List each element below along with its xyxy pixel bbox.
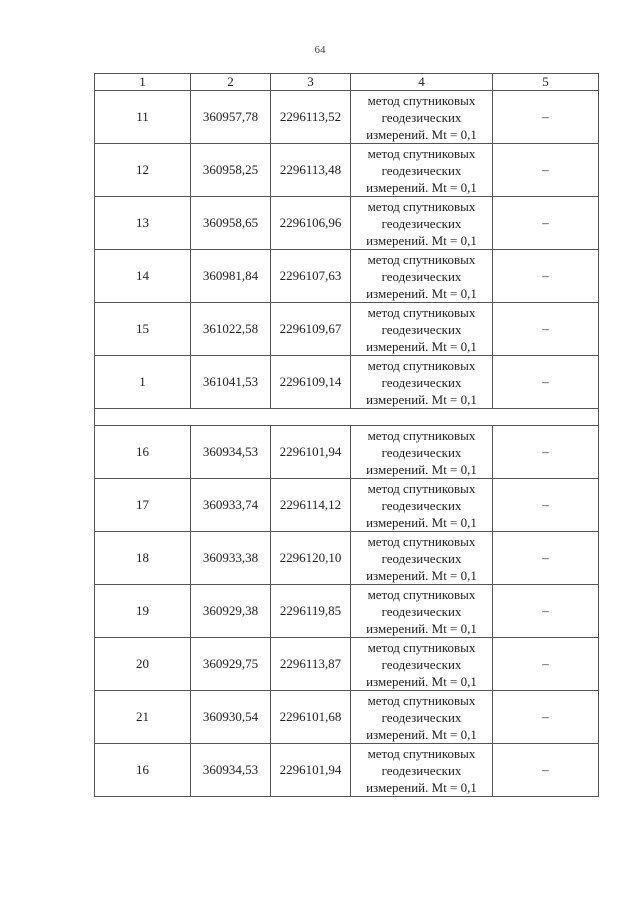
method-line: измерений. Mt = 0,1 — [366, 232, 477, 248]
method-cell — [351, 744, 493, 797]
method-line: метод спутниковых — [367, 480, 476, 496]
x-coordinate-cell: 360934,53 — [191, 426, 271, 479]
x-coordinate-cell: 360957,78 — [191, 91, 271, 144]
x-coordinate-cell: 360934,53 — [191, 744, 271, 797]
page-number: 64 — [314, 44, 326, 56]
point-cell: 15 — [95, 303, 191, 356]
point-cell: 11 — [95, 91, 191, 144]
method-line: метод спутниковых — [367, 533, 476, 549]
y-coordinate-cell: 2296119,85 — [271, 585, 351, 638]
method-line: измерений. Mt = 0,1 — [366, 567, 477, 583]
table-row — [95, 744, 599, 797]
separator-row — [95, 409, 599, 426]
method-line: геодезических — [381, 162, 462, 178]
table-row — [95, 479, 599, 532]
point-cell: 13 — [95, 197, 191, 250]
method-line: измерений. Mt = 0,1 — [366, 461, 477, 477]
method-line: геодезических — [381, 762, 462, 778]
method-line: геодезических — [381, 215, 462, 231]
method-line: геодезических — [381, 656, 462, 672]
method-cell — [351, 303, 493, 356]
col5-cell: – — [493, 691, 599, 744]
table-row — [95, 91, 599, 144]
method-line: метод спутниковых — [367, 198, 476, 214]
col5-cell: – — [493, 197, 599, 250]
x-coordinate-cell: 360981,84 — [191, 250, 271, 303]
header-col-2: 2 — [191, 74, 271, 91]
y-coordinate-cell: 2296109,67 — [271, 303, 351, 356]
point-cell: 21 — [95, 691, 191, 744]
table-row — [95, 356, 599, 409]
col5-cell: – — [493, 303, 599, 356]
method-cell — [351, 144, 493, 197]
point-cell: 12 — [95, 144, 191, 197]
table-row — [95, 532, 599, 585]
header-col-4: 4 — [351, 74, 493, 91]
method-line: метод спутниковых — [367, 427, 476, 443]
y-coordinate-cell: 2296106,96 — [271, 197, 351, 250]
method-line: метод спутниковых — [367, 251, 476, 267]
y-coordinate-cell: 2296113,48 — [271, 144, 351, 197]
header-col-5: 5 — [493, 74, 599, 91]
table-row — [95, 250, 599, 303]
x-coordinate-cell: 360929,75 — [191, 638, 271, 691]
method-line: метод спутниковых — [367, 692, 476, 708]
point-cell: 16 — [95, 744, 191, 797]
y-coordinate-cell: 2296113,52 — [271, 91, 351, 144]
method-cell — [351, 250, 493, 303]
col5-cell: – — [493, 479, 599, 532]
x-coordinate-cell: 360929,38 — [191, 585, 271, 638]
x-coordinate-cell: 360933,38 — [191, 532, 271, 585]
method-cell — [351, 356, 493, 409]
y-coordinate-cell: 2296120,10 — [271, 532, 351, 585]
method-line: геодезических — [381, 497, 462, 513]
col5-cell: – — [493, 250, 599, 303]
x-coordinate-cell: 360958,65 — [191, 197, 271, 250]
table-row — [95, 585, 599, 638]
y-coordinate-cell: 2296109,14 — [271, 356, 351, 409]
col5-cell: – — [493, 638, 599, 691]
header-row — [95, 74, 599, 91]
table-row — [95, 144, 599, 197]
method-line: метод спутниковых — [367, 145, 476, 161]
method-cell — [351, 585, 493, 638]
method-line: геодезических — [381, 709, 462, 725]
y-coordinate-cell: 2296101,94 — [271, 426, 351, 479]
table-row — [95, 691, 599, 744]
method-line: геодезических — [381, 603, 462, 619]
coordinates-table — [94, 73, 599, 797]
y-coordinate-cell: 2296101,94 — [271, 744, 351, 797]
col5-cell: – — [493, 585, 599, 638]
header-col-1: 1 — [95, 74, 191, 91]
x-coordinate-cell: 361041,53 — [191, 356, 271, 409]
method-cell — [351, 197, 493, 250]
method-line: метод спутниковых — [367, 304, 476, 320]
col5-cell: – — [493, 91, 599, 144]
method-cell — [351, 91, 493, 144]
method-cell — [351, 532, 493, 585]
point-cell: 16 — [95, 426, 191, 479]
method-line: метод спутниковых — [367, 586, 476, 602]
col5-cell: – — [493, 426, 599, 479]
method-cell — [351, 638, 493, 691]
method-line: метод спутниковых — [367, 92, 476, 108]
method-line: измерений. Mt = 0,1 — [366, 779, 477, 795]
y-coordinate-cell: 2296107,63 — [271, 250, 351, 303]
table-row — [95, 303, 599, 356]
table-body — [95, 91, 599, 797]
x-coordinate-cell: 360933,74 — [191, 479, 271, 532]
method-line: измерений. Mt = 0,1 — [366, 285, 477, 301]
col5-cell: – — [493, 144, 599, 197]
method-line: метод спутниковых — [367, 745, 476, 761]
method-line: геодезических — [381, 268, 462, 284]
method-line: измерений. Mt = 0,1 — [366, 179, 477, 195]
point-cell: 19 — [95, 585, 191, 638]
point-cell: 17 — [95, 479, 191, 532]
method-line: измерений. Mt = 0,1 — [366, 391, 477, 407]
method-line: измерений. Mt = 0,1 — [366, 673, 477, 689]
method-line: геодезических — [381, 444, 462, 460]
method-cell — [351, 426, 493, 479]
separator-cell — [95, 409, 599, 426]
method-cell — [351, 691, 493, 744]
method-line: измерений. Mt = 0,1 — [366, 726, 477, 742]
table-row — [95, 426, 599, 479]
method-line: геодезических — [381, 109, 462, 125]
method-line: геодезических — [381, 374, 462, 390]
point-cell: 18 — [95, 532, 191, 585]
method-cell — [351, 479, 493, 532]
method-line: измерений. Mt = 0,1 — [366, 514, 477, 530]
x-coordinate-cell: 360958,25 — [191, 144, 271, 197]
method-line: геодезических — [381, 550, 462, 566]
x-coordinate-cell: 361022,58 — [191, 303, 271, 356]
col5-cell: – — [493, 356, 599, 409]
y-coordinate-cell: 2296114,12 — [271, 479, 351, 532]
x-coordinate-cell: 360930,54 — [191, 691, 271, 744]
point-cell: 14 — [95, 250, 191, 303]
method-line: измерений. Mt = 0,1 — [366, 620, 477, 636]
method-line: геодезических — [381, 321, 462, 337]
table-row — [95, 197, 599, 250]
table-row — [95, 638, 599, 691]
header-col-3: 3 — [271, 74, 351, 91]
y-coordinate-cell: 2296101,68 — [271, 691, 351, 744]
col5-cell: – — [493, 744, 599, 797]
method-line: измерений. Mt = 0,1 — [366, 338, 477, 354]
col5-cell: – — [493, 532, 599, 585]
method-line: метод спутниковых — [367, 357, 476, 373]
y-coordinate-cell: 2296113,87 — [271, 638, 351, 691]
method-line: метод спутниковых — [367, 639, 476, 655]
point-cell: 20 — [95, 638, 191, 691]
method-line: измерений. Mt = 0,1 — [366, 126, 477, 142]
point-cell: 1 — [95, 356, 191, 409]
